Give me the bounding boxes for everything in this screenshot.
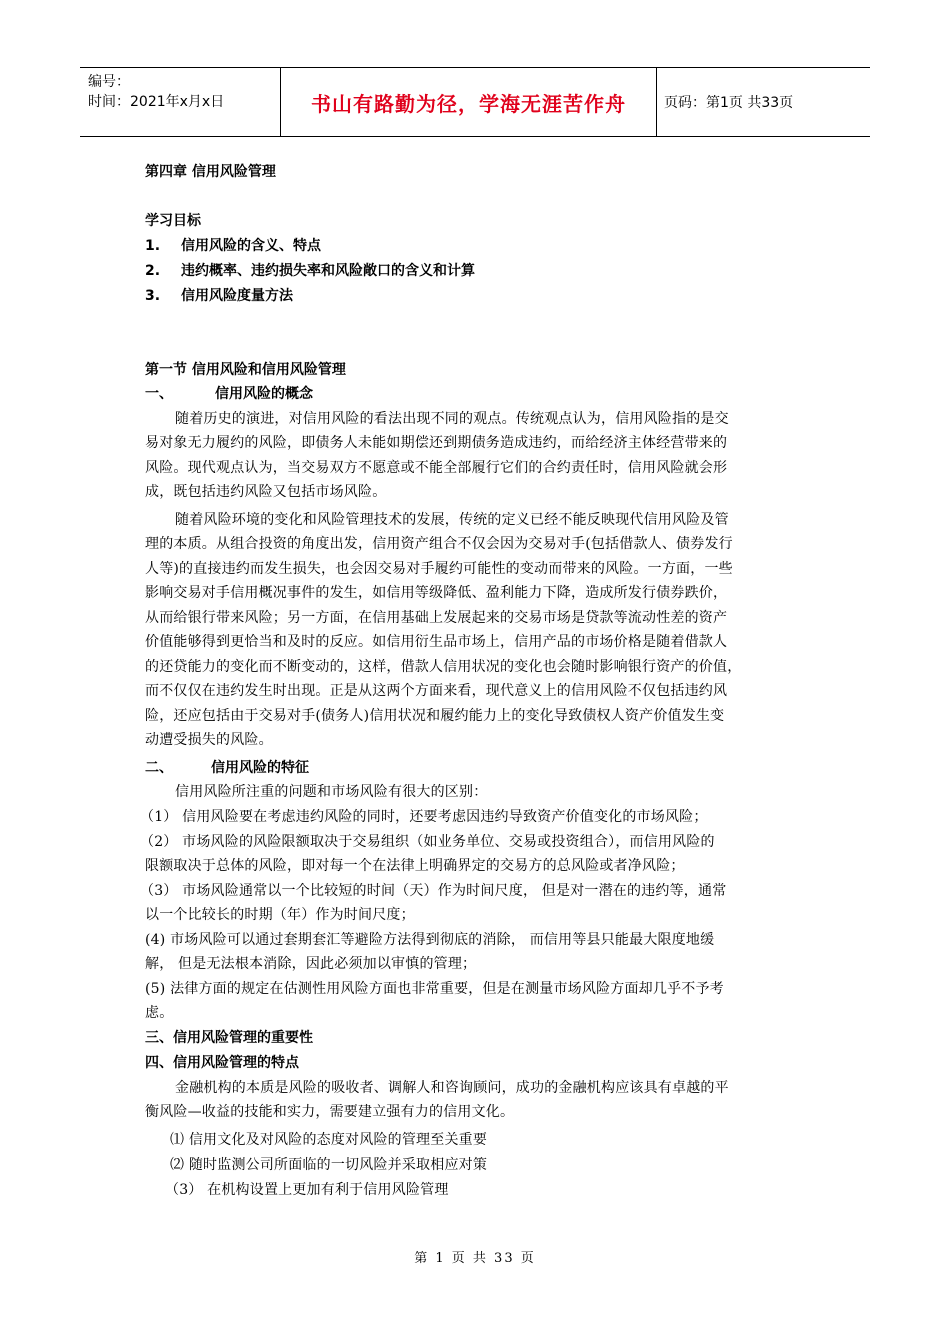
paragraph-line: 险，还应包括由于交易对手(债务人)信用状况和履约能力上的变化导致债权人资产价值发生变 (145, 708, 725, 724)
feature-line: 虑。 (145, 1005, 174, 1021)
paragraph-line: 影响交易对手信用概况事件的发生，如信用等级降低、盈利能力下降，造成所发行债券跌价， (145, 585, 728, 601)
header-number-label: 编号： (88, 74, 130, 90)
section-title: 第一节 信用风险和信用风险管理 (145, 362, 346, 378)
paragraph-line: 理的本质。从组合投资的角度出发，信用资产组合不仅会因为交易对手(包括借款人、债券发行 (145, 536, 733, 552)
page-footer: 第 1 页 共 33 页 (414, 1251, 536, 1266)
feature-line: (4) 市场风险可以通过套期套汇等避险方法得到彻底的消除， 而信用等县只能最大限度地缓 (145, 932, 715, 948)
feature-line: 解， 但是无法根本消除，因此必须加以审慎的管理； (145, 956, 477, 972)
page-header (80, 67, 870, 137)
header-motto: 书山有路勤为径，学海无涯苦作舟 (311, 91, 626, 116)
subsection-number: 二、 (145, 760, 173, 776)
subsection-title (145, 384, 313, 404)
feature-line: （1） 信用风险要在考虑违约风险的同时，还要考虑因违约导致资产价值变化的市场风险； (140, 809, 708, 825)
subsection-text: 信用风险的特征 (211, 760, 309, 776)
subsection-title: 四、信用风险管理的特点 (145, 1055, 299, 1071)
paragraph-line: 人等)的直接违约而发生损失，也会因交易对手履约可能性的变动而带来的风险。一方面，一些 (145, 561, 733, 577)
objective-number: 3. (145, 288, 161, 304)
header-time-label: 时间：2021年x月x日 (88, 94, 225, 110)
feature-line: 限额取决于总体的风险，即对每一个在法律上明确界定的交易方的总风险或者净风险； (145, 858, 685, 874)
paragraph-line: 易对象无力履约的风险，即债务人未能如期偿还到期债务造成违约，而给经济主体经营带来的 (145, 435, 728, 451)
header-meta (88, 72, 278, 112)
feature-line: （3） 市场风险通常以一个比较短的时间（天）作为时间尺度， 但是对一潜在的违约等，通常 (140, 883, 727, 899)
paragraph-line: 从而给银行带来风险；另一方面，在信用基础上发展起来的交易市场是贷款等流动性差的资产 (145, 610, 728, 626)
objective-number: 2. (145, 263, 161, 279)
header-divider (656, 68, 657, 136)
paragraph-line: 随着历史的演进，对信用风险的看法出现不同的观点。传统观点认为，信用风险指的是交 (175, 411, 729, 427)
chapter-title: 第四章 信用风险管理 (145, 164, 276, 180)
list-item: （3） 在机构设置上更加有利于信用风险管理 (165, 1182, 449, 1198)
feature-line: (5) 法律方面的规定在估测性用风险方面也非常重要，但是在测量市场风险方面却几乎不予考 (145, 981, 724, 997)
objectives-title: 学习目标 (145, 213, 201, 229)
subsection-title (145, 758, 309, 778)
header-page-info: 页码：第1页 共33页 (664, 95, 794, 111)
paragraph-line: 的还贷能力的变化而不断变动的，这样，借款人信用状况的变化也会随时影响银行资产的价值， (145, 659, 742, 675)
objective-item (145, 261, 475, 281)
paragraph-line: 成，既包括违约风险又包括市场风险。 (145, 484, 387, 500)
paragraph-line: 信用风险所注重的问题和市场风险有很大的区别： (175, 784, 488, 800)
objective-text: 违约概率、违约损失率和风险敞口的含义和计算 (181, 263, 475, 279)
paragraph-line: 衡风险—收益的技能和实力，需要建立强有力的信用文化。 (145, 1104, 515, 1120)
paragraph-line: 风险。现代观点认为，当交易双方不愿意或不能全部履行它们的合约责任时，信用风险就会形 (145, 460, 728, 476)
feature-line: （2） 市场风险的风险限额取决于交易组织（如业务单位、交易或投资组合），而信用风险的 (140, 834, 715, 850)
paragraph-line: 动遭受损失的风险。 (145, 732, 273, 748)
objective-text: 信用风险度量方法 (181, 288, 293, 304)
paragraph-line: 而不仅仅在违约发生时出现。正是从这两个方面来看，现代意义上的信用风险不仅包括违约风 (145, 683, 728, 699)
paragraph-line: 金融机构的本质是风险的吸收者、调解人和咨询顾问，成功的金融机构应该具有卓越的平 (175, 1080, 729, 1096)
subsection-text: 信用风险的概念 (215, 386, 313, 402)
subsection-title: 三、信用风险管理的重要性 (145, 1030, 313, 1046)
objective-item (145, 236, 321, 256)
feature-line: 以一个比较长的时期（年）作为时间尺度； (145, 907, 415, 923)
subsection-number: 一、 (145, 386, 173, 402)
list-item: ⑴ 信用文化及对风险的态度对风险的管理至关重要 (170, 1132, 488, 1148)
paragraph-line: 价值能够得到更恰当和及时的反应。如信用衍生品市场上，信用产品的市场价格是随着借款人 (145, 634, 728, 650)
paragraph-line: 随着风险环境的变化和风险管理技术的发展，传统的定义已经不能反映现代信用风险及管 (175, 512, 729, 528)
objective-text: 信用风险的含义、特点 (181, 238, 321, 254)
objective-number: 1. (145, 238, 161, 254)
list-item: ⑵ 随时监测公司所面临的一切风险并采取相应对策 (170, 1157, 488, 1173)
objective-item (145, 286, 293, 306)
